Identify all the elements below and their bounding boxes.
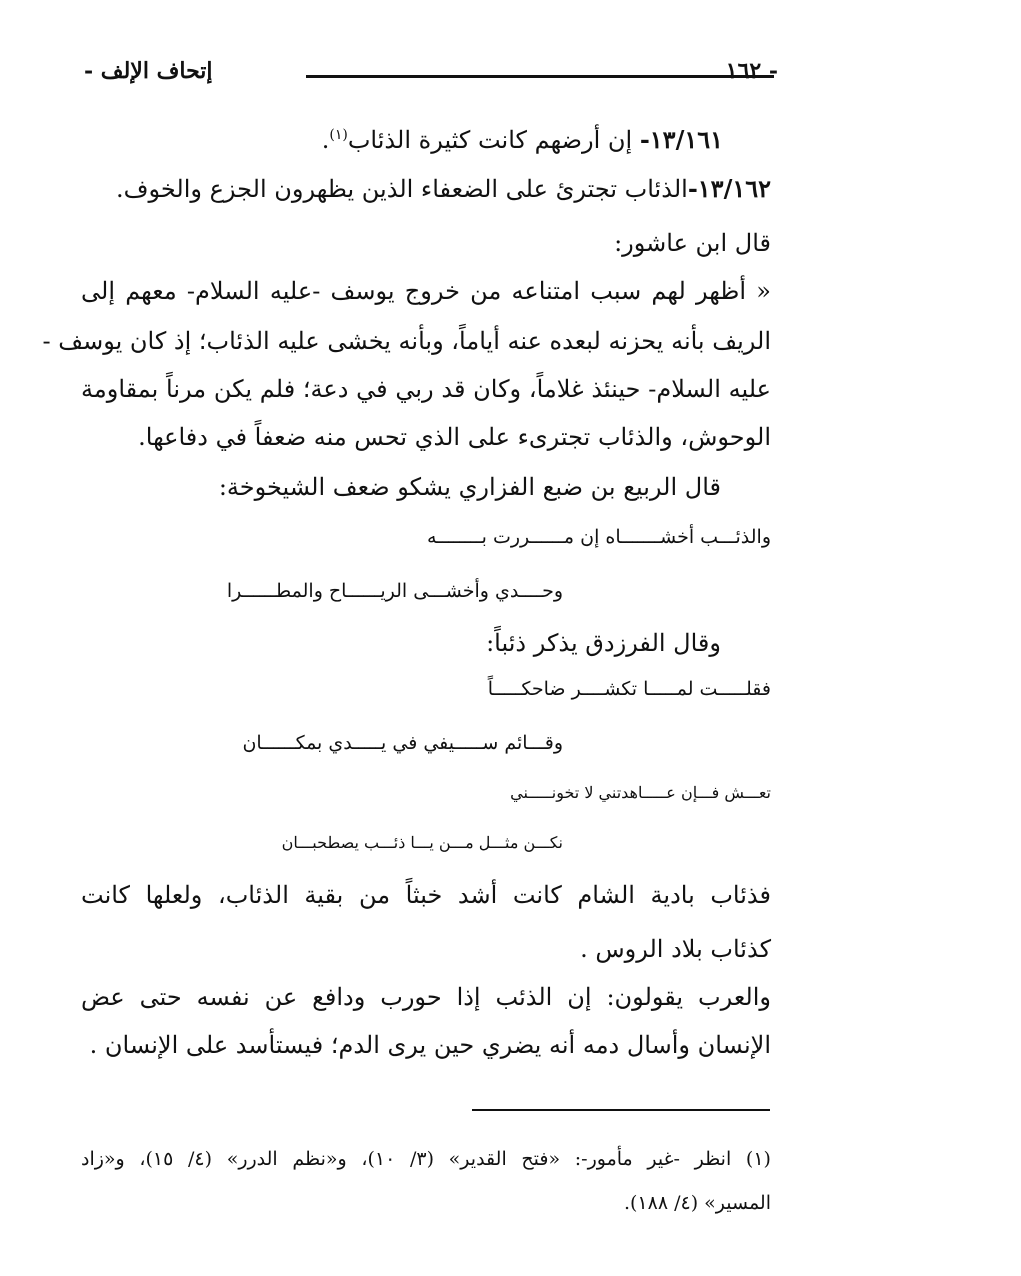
footnote-rule bbox=[472, 1109, 770, 1111]
verse-line: تعـــش فـــإن عـــــاهدتني لا تخونـــــني bbox=[510, 783, 771, 802]
verse-line: فقلـــــت لمـــــا تكشــــر ضاحكـــــاً bbox=[487, 678, 771, 700]
page-number: - ١٦٢ bbox=[725, 58, 778, 84]
quote-intro: قال ابن عاشور: bbox=[614, 229, 771, 257]
entry-161: ١٣/١٦١- إن أرضهم كانت كثيرة الذئاب$^{(١)}$. bbox=[321, 125, 723, 154]
header-rule bbox=[306, 75, 774, 78]
poem-intro: قال الربيع بن ضبع الفزاري يشكو ضعف الشيخوخة: bbox=[218, 473, 721, 501]
running-header bbox=[84, 56, 778, 96]
verse-line: والذئـــب أخشـــــــاه إن مــــــررت بــــــــه bbox=[426, 526, 771, 548]
entry-text: الذئاب تجترئ على الضعفاء الذين يظهرون الجزع والخوف. bbox=[116, 175, 688, 203]
paragraph-line: « أظهر لهم سبب امتناعه من خروج يوسف -عليه السلام- معهم إلى bbox=[81, 277, 771, 305]
paragraph-line: فذئاب بادية الشام كانت أشد خبثاً من بقية الذئاب، ولعلها كانت bbox=[81, 881, 771, 909]
paragraph-line: كذئاب بلاد الروس . bbox=[580, 935, 771, 963]
footnote-line: (١) انظر -غير مأمور-: «فتح القدير» (٣/ ١٠)، و«نظم الدرر» (٤/ ١٥)، و«زاد bbox=[81, 1148, 771, 1170]
poem-intro: وقال الفرزدق يذكر ذئباً: bbox=[486, 629, 721, 657]
paragraph-line: والعرب يقولون: إن الذئب إذا حورب ودافع عن نفسه حتى عض bbox=[81, 983, 771, 1011]
entry-text: إن أرضهم كانت كثيرة الذئاب bbox=[347, 126, 640, 154]
book-title: إتحاف الإلف - bbox=[84, 58, 213, 84]
paragraph-line: الوحوش، والذئاب تجترىء على الذي تحس منه ضعفاً في دفاعها. bbox=[138, 423, 771, 451]
verse-line: نكـــن مثـــل مـــن يـــا ذئـــب يصطحبـــان bbox=[281, 833, 563, 852]
verse-line: وقـــائم ســـــيفي في يـــــدي بمكــــــان bbox=[242, 732, 563, 754]
paragraph-line: الإنسان وأسال دمه أنه يضري حين يرى الدم؛ فيستأسد على الإنسان . bbox=[89, 1031, 771, 1059]
paragraph-line: عليه السلام- حينئذ غلاماً، وكان قد ربي في دعة؛ فلم يكن مرناً بمقاومة bbox=[81, 375, 771, 403]
entry-number: ١٣/١٦١- bbox=[639, 125, 723, 154]
footnote-ref: (١) bbox=[329, 127, 348, 143]
entry-162 bbox=[116, 172, 771, 206]
paragraph-line: الريف بأنه يحزنه لبعده عنه أياماً، وبأنه يخشى عليه الذئاب؛ إذ كان يوسف - bbox=[42, 327, 771, 355]
verse-line: وحــــدي وأخشـــى الريــــــاح والمطــــــرا bbox=[226, 580, 563, 602]
footnote-line: المسير» (٤/ ١٨٨). bbox=[623, 1192, 771, 1214]
entry-number: ١٣/١٦٢- bbox=[687, 174, 771, 203]
